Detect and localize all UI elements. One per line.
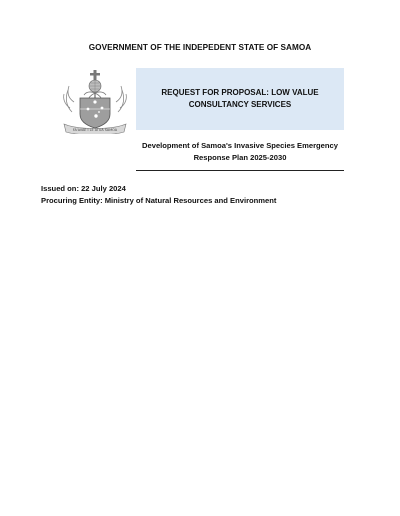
government-header: GOVERNMENT OF THE INDEPEDENT STATE OF SAMOA bbox=[88, 43, 312, 52]
project-title-line-1: Development of Samoa's Invasive Species Emergency bbox=[142, 141, 338, 150]
procuring-entity: Procuring Entity: Ministry of Natural Resources and Environment bbox=[41, 195, 277, 205]
seal-motto: FA'AVAE I LE ATUA SAMOA bbox=[72, 128, 118, 132]
samoa-coat-of-arms-icon bbox=[60, 68, 130, 134]
rfp-title-line-2: CONSULTANCY SERVICES bbox=[188, 100, 292, 109]
project-title bbox=[136, 140, 344, 163]
document-details bbox=[41, 183, 276, 206]
issued-date: Issued on: 22 July 2024 bbox=[41, 184, 126, 193]
rfp-title-line-1: REQUEST FOR PROPOSAL: LOW VALUE bbox=[161, 88, 319, 97]
project-title-line-2: Response Plan 2025-2030 bbox=[193, 152, 287, 162]
divider-line bbox=[136, 170, 344, 171]
rfp-title-box bbox=[136, 68, 344, 130]
